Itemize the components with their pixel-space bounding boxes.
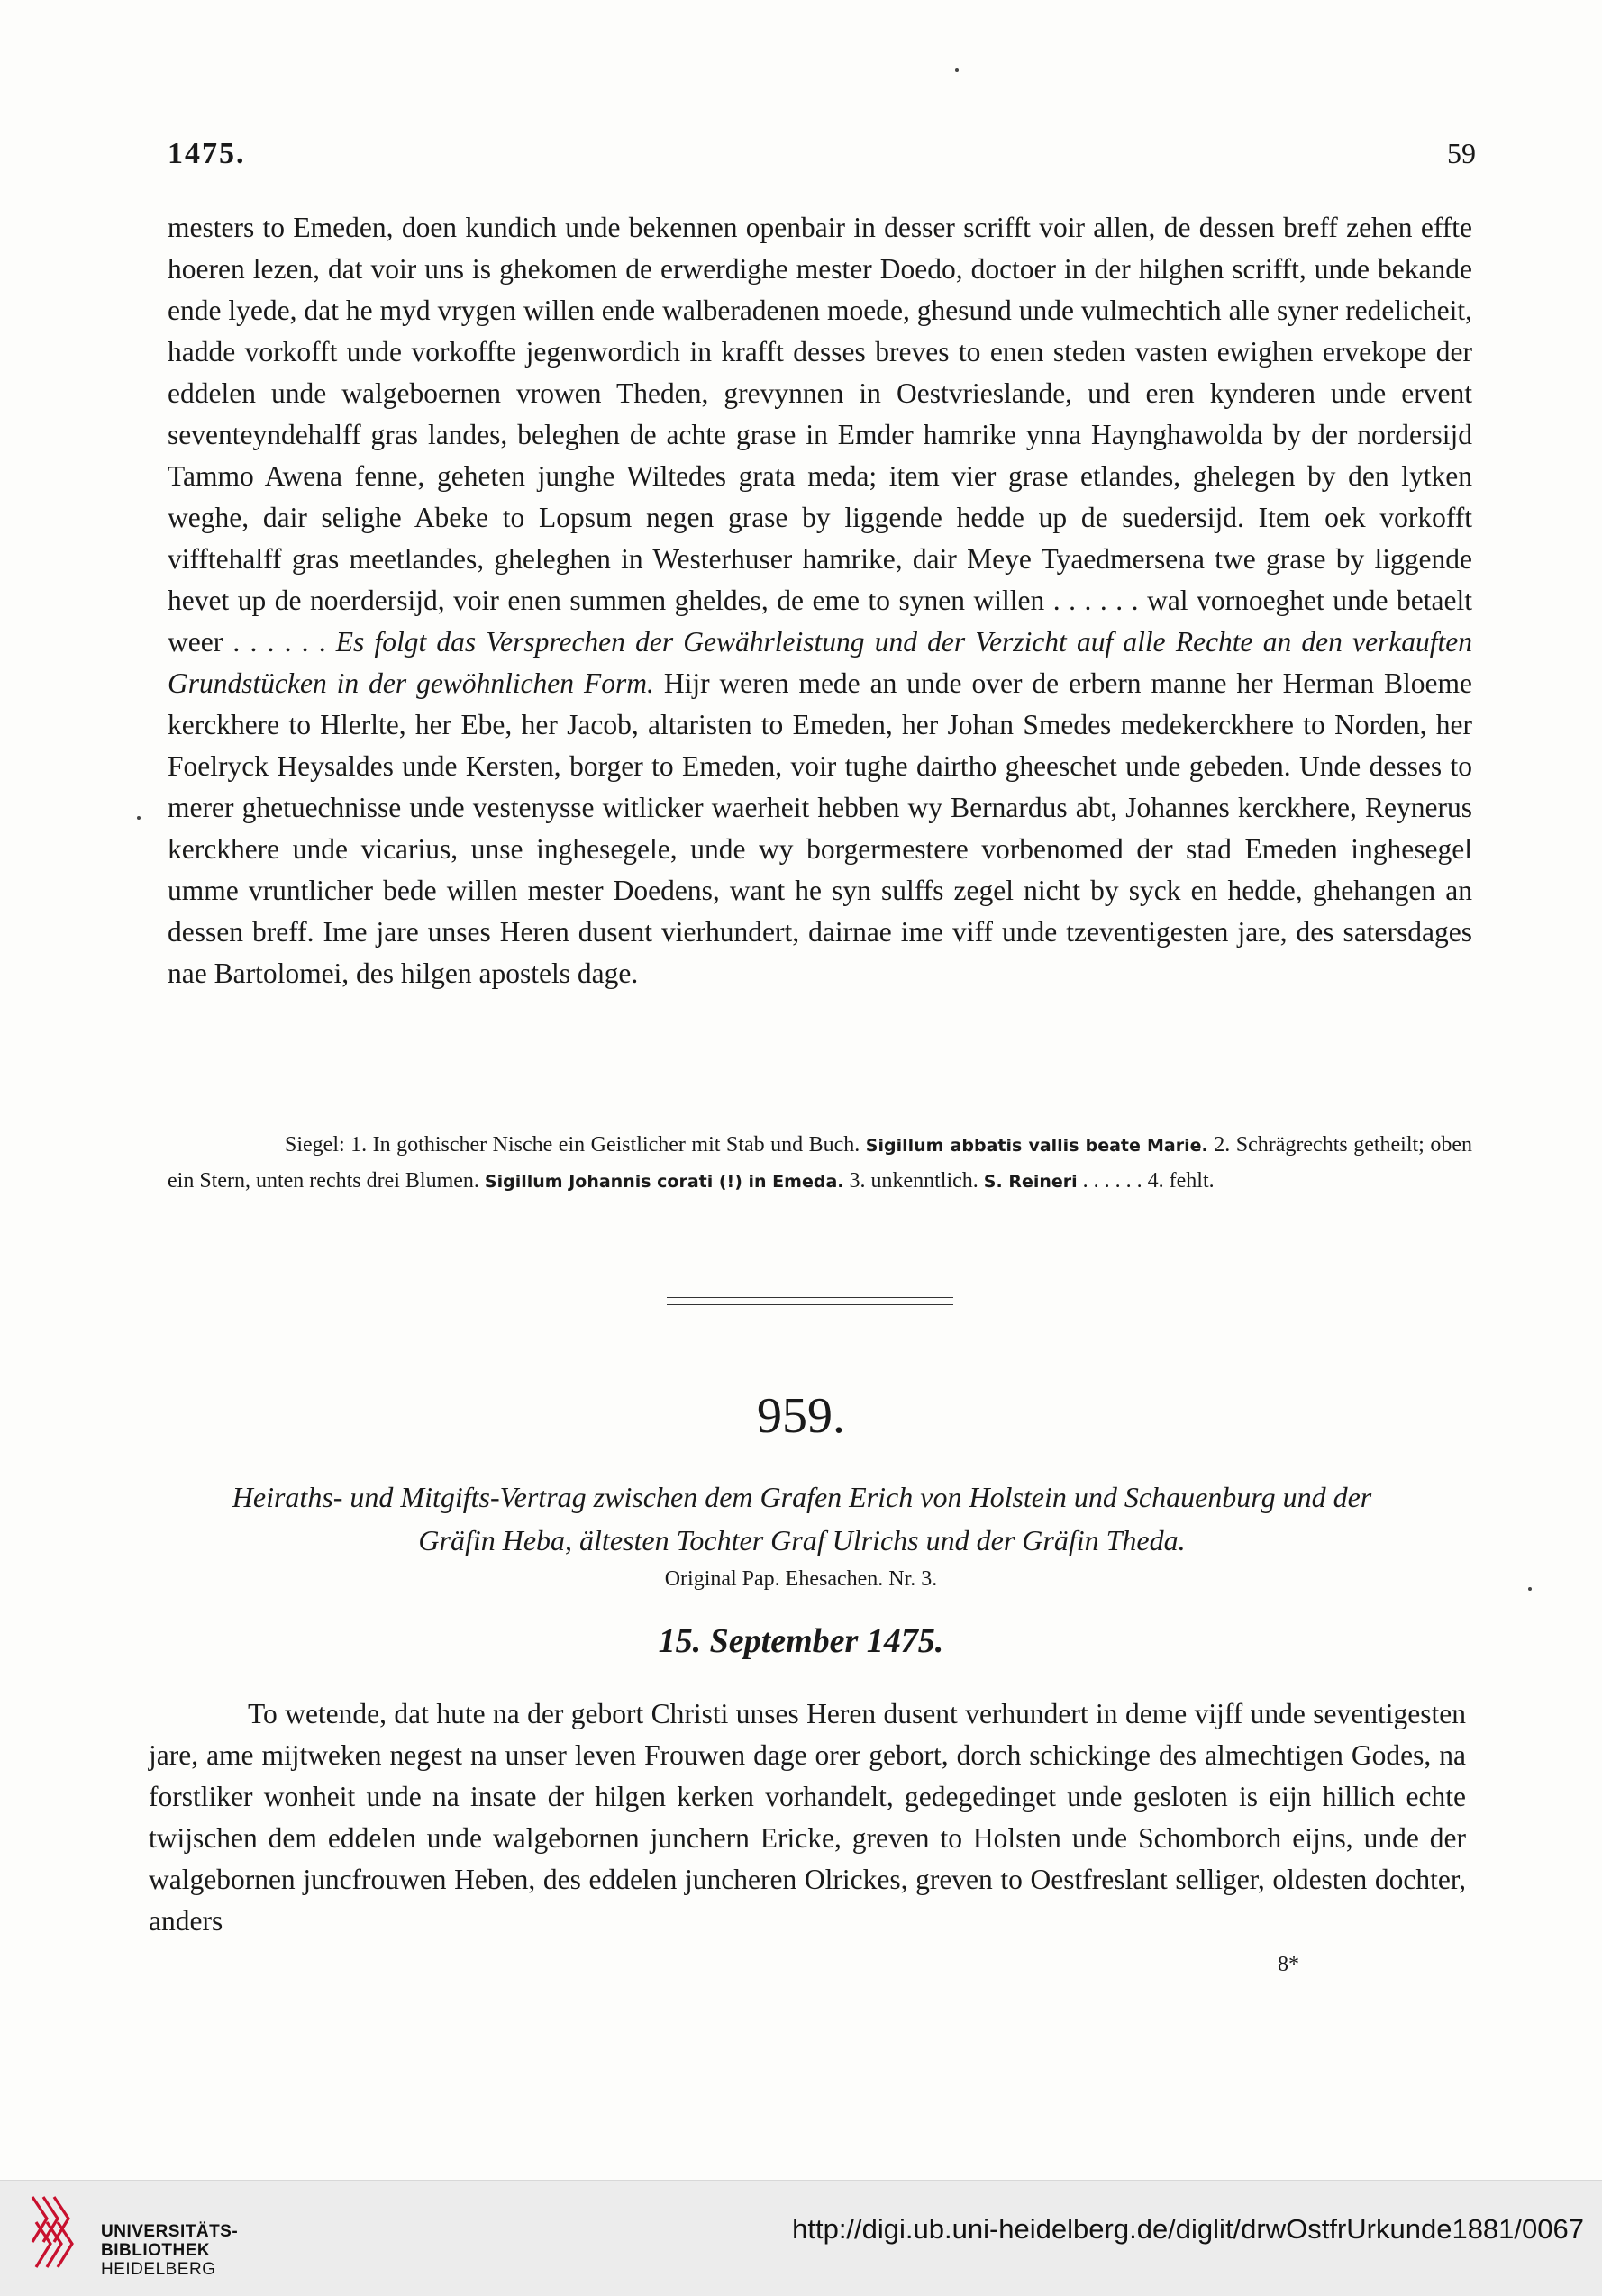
seal-intro: Siegel: 1. In gothischer Nische ein Geistlicher mit Stab und Buch. [285,1133,860,1157]
document-title-line-1: Heiraths- und Mitgifts-Vertrag zwischen dem Grafen Erich von Holstein und Schauenburg und der [232,1481,1372,1513]
seal-notes [168,1128,1472,1200]
document-date: 15. September 1475. [658,1622,944,1660]
document-title-line-2: Gräfin Heba, ältesten Tochter Graf Ulrichs und der Gräfin Theda. [418,1524,1186,1556]
scan-speck [137,816,141,820]
charter-text [168,207,1472,994]
seal-legend-3: S. Reineri [983,1172,1078,1192]
document-number: 959. [757,1388,845,1444]
seal-text-4: . . . . . . 4. fehlt. [1082,1169,1215,1193]
scan-speck [1528,1587,1532,1591]
document-paragraph: To wetende, dat hute na der gebort Christi unses Heren dusent verhundert in deme vijff unde seventigesten jare, ame mijtweken negest na unser leven Frouwen dage orer gebort, dorch schickinge des almechtigen Godes, na forstliker wonheit unde na insate der hilgen kerken vorhandelt, gedegedinget unde gesloten is eijn hillich echte twijschen dem eddelen unde walgebornen junchern Ericke, greven to Holsten unde Schomborch eijns, unde der walgebornen juncfrouwen Heben, des eddelen juncheren Olrickes, greven to Oestfreslant selliger, oldesten dochter, anders [149,1698,1466,1937]
signature-mark: 8* [1278,1953,1299,1976]
scan-speck [955,68,959,72]
document-title [144,1475,1460,1562]
page-number: 59 [1447,137,1476,169]
section-divider [667,1297,953,1305]
running-head [168,137,1476,182]
seal-legend-1: Sigillum abbatis vallis beate Marie. [865,1136,1208,1156]
header-year: 1475. [168,137,246,170]
viewer-footer [0,2180,1602,2296]
document-text [149,1693,1466,1942]
document-source: Original Pap. Ehesachen. Nr. 3. [664,1567,938,1591]
editorial-note: Es folgt das Versprechen der Gewährleistung und der Verzicht auf alle Rechte an den verkauften Grundstücken in der gewöhnlichen Form. [168,626,1473,699]
seal-notes-paragraph [168,1128,1472,1200]
library-name-line-2: BIBLIOTHEK [101,2241,211,2260]
university-library-logo-icon [27,2192,90,2269]
charter-text-part1: mesters to Emeden, doen kundich unde bekennen openbair in desser scrifft voir allen, de dessen breff zehen effte hoeren lezen, dat voir uns is ghekomen de erwerdighe mester Doedo, doctoer in der hilghen scrifft, unde bekande ende lyede, dat he myd vrygen willen ende walberadenen moede, ghesund unde vulmechtich alle syner redelicheit, hadde vorkofft unde vorkoffte jegenwordich in krafft desses breves to enen steden vasten ewighen ervekope der eddelen unde walgeboernen vrowen Theden, grevynnen in Oestvrieslande, und eren kynderen unde ervent seventeyndehalff gras landes, beleghen de achte grase in Emder hamrike ynna Haynghawolda by der nordersijd Tammo Awena fenne, geheten junghe Wiltedes grata meda; item vier grase etlandes, ghelegen by den lytken weghe, dair selighe Abeke to Lopsum negen grase by liggende hedde up de suedersijd. Item oek vorkofft vifftehalff gras meetlandes, gheleghen in Westerhuser hamrike, dair Meye Tyaedmersena twe grase by liggende hevet up de noerdersijd, voir enen summen gheldes, de eme to synen willen . . . . . . wal vornoeghet unde betaelt weer . . . . . . [168,212,1472,658]
seal-legend-2: Sigillum Johannis corati (!) in Emeda. [484,1172,844,1192]
charter-text-part2: Hijr weren mede an unde over de erbern manne her Herman Bloeme kerckhere to Hlerlte, her Ebe, her Jacob, altaristen to Emeden, her Johan Smedes medekerckhere to Norden, her Foelryck Heysaldes unde Kersten, borger to Emeden, voir tughe dairtho gheeschet unde gebeden. Unde desses to merer ghetuechnisse unde vestenysse witlicker waerheit hebben wy Bernardus abt, Johannes kerckhere, Reynerus kerckhere unde vicarius, unse inghesegele, unde wy borgermestere vorbenomed der stad Emeden inghesegel umme vruntlicher bede willen mester Doedens, want he syn sulffs zegel nicht by syck en hedde, ghehangen an dessen breff. Ime jare unses Heren dusent vierhundert, dairnae ime viff unde tzeventigesten jare, des satersdages nae Bartolomei, des hilgen apostels dage. [168,667,1472,989]
library-name-line-3: HEIDELBERG [101,2260,216,2279]
seal-text-3: 3. unkenntlich. [849,1169,978,1193]
permalink-url[interactable]: http://digi.ub.uni-heidelberg.de/diglit/drwOstfrUrkunde1881/0067 [792,2213,1584,2245]
library-name-line-1: UNIVERSITÄTS- [101,2222,239,2241]
library-name [101,2222,238,2279]
charter-paragraph [168,207,1472,994]
seal-text-2: 2. Schrägrechts getheilt; oben ein Stern, unten rechts drei Blumen. [168,1133,1473,1193]
